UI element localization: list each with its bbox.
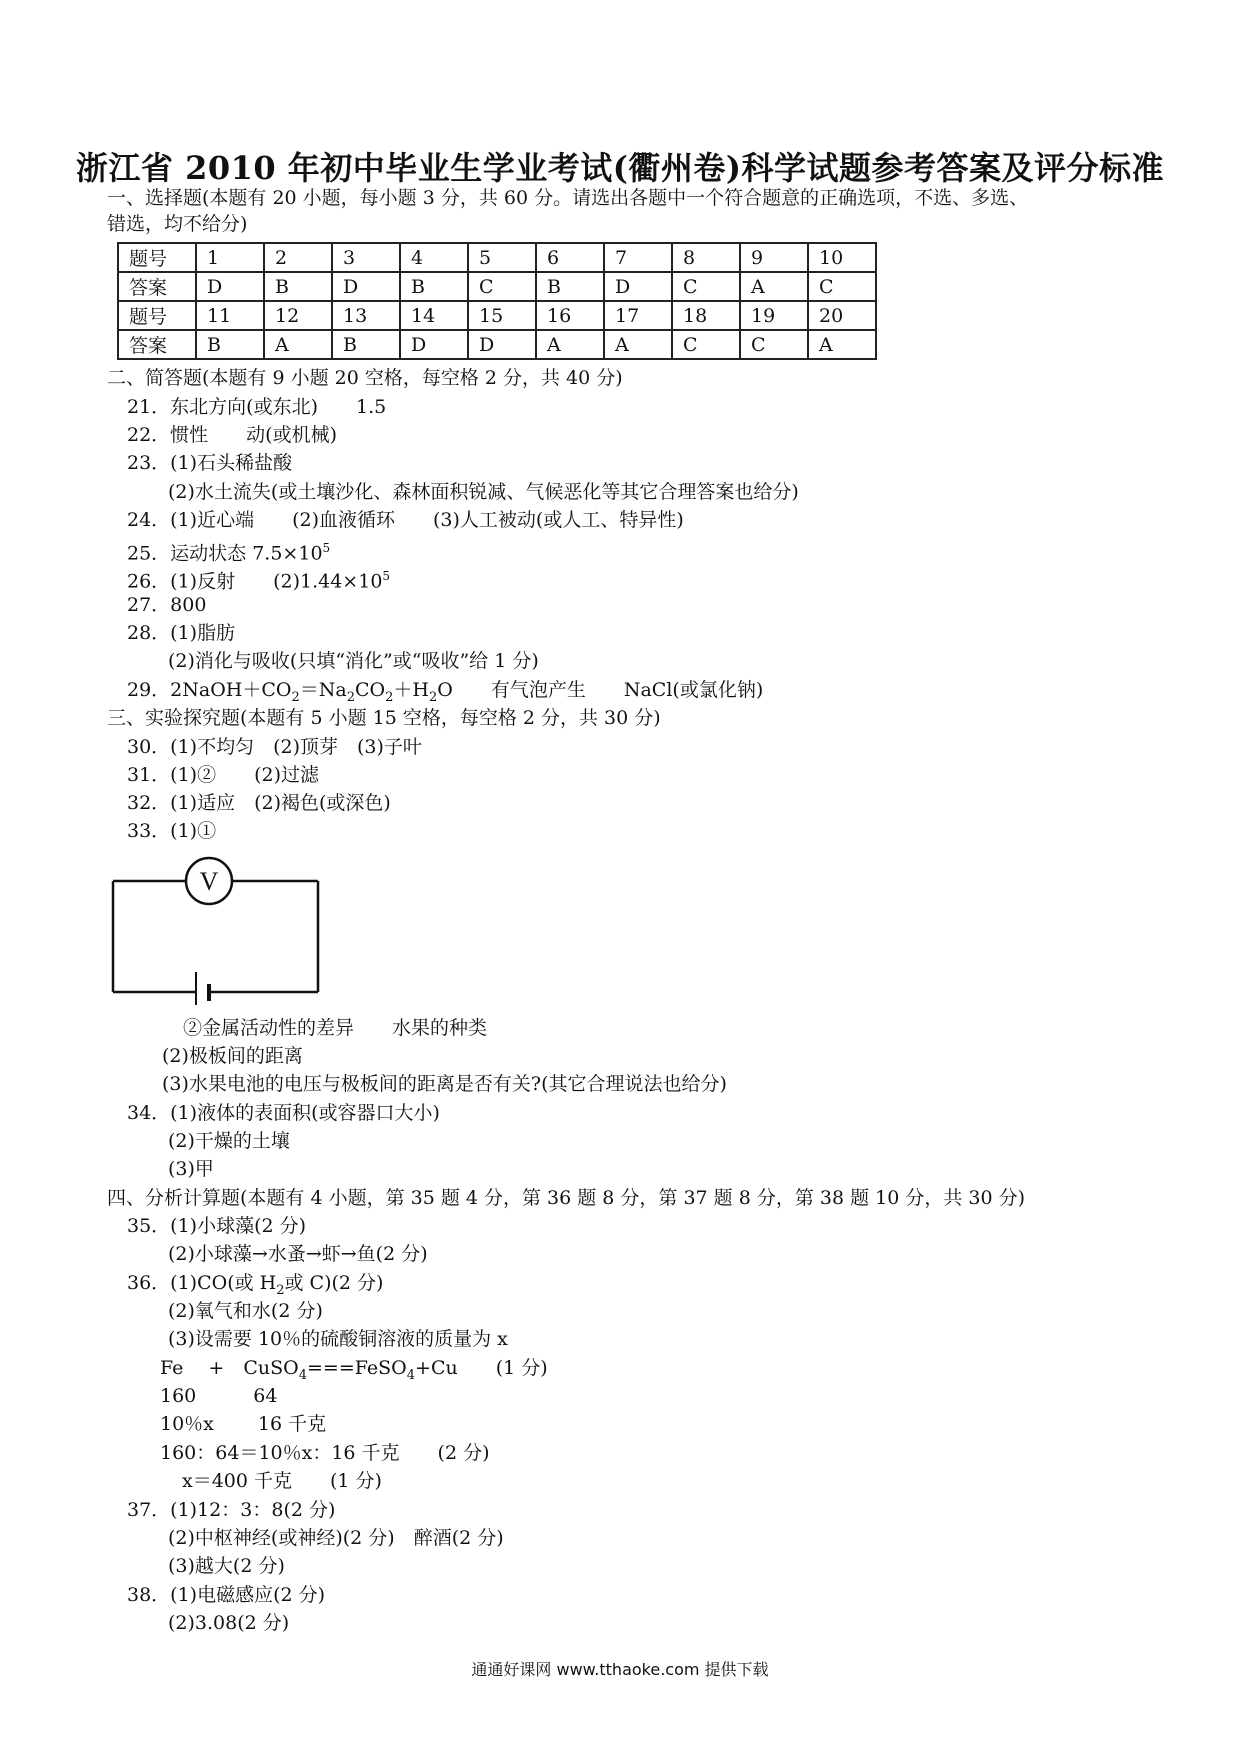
answer-23-part1: 23．(1)石头稀盐酸 — [127, 452, 293, 474]
table-cell: 11 — [196, 301, 264, 330]
table-row — [118, 243, 876, 272]
table-cell: D — [604, 272, 672, 301]
page-title: 浙江省 2010 年初中毕业生学业考试(衢州卷)科学试题参考答案及评分标准 — [75, 149, 1165, 187]
table-cell: 14 — [400, 301, 468, 330]
table-row — [118, 330, 876, 359]
table-cell: A — [808, 330, 876, 359]
calc-line-3: 160：64＝10％x：16 千克 (2 分) — [160, 1442, 490, 1464]
answer-25 — [127, 535, 330, 566]
table-cell: 答案 — [118, 272, 196, 301]
table-cell: 题号 — [118, 301, 196, 330]
answer-23-part2: (2)水土流失(或土壤沙化、森林面积锐减、气候恶化等其它合理答案也给分) — [168, 481, 799, 503]
formula-subscript: 2 — [385, 689, 394, 705]
answer-35-part1: 35．(1)小球藻(2 分) — [127, 1215, 307, 1237]
table-cell: 题号 — [118, 243, 196, 272]
section1-header-line2: 错选，均不给分) — [107, 213, 248, 235]
answer-38-part2: (2)3.08(2 分) — [168, 1612, 290, 1634]
table-cell: 16 — [536, 301, 604, 330]
table-cell: 12 — [264, 301, 332, 330]
table-cell: 3 — [332, 243, 400, 272]
voltmeter-label: V — [199, 867, 219, 896]
table-cell: B — [332, 330, 400, 359]
formula-text: 29．2NaOH＋CO — [127, 679, 292, 701]
table-cell: 4 — [400, 243, 468, 272]
table-row — [118, 272, 876, 301]
answer-table — [117, 242, 877, 360]
table-cell: 7 — [604, 243, 672, 272]
answer-34-part2: (2)干燥的土壤 — [168, 1130, 290, 1152]
answer-21: 21．东北方向(或东北) 1.5 — [127, 396, 387, 418]
section4-header: 四、分析计算题(本题有 4 小题，第 35 题 4 分，第 36 题 8 分，第 37 题 8 分，第 38 题 10 分，共 30 分) — [107, 1187, 1026, 1209]
answer-25-text: 25．运动状态 7.5×10 — [127, 542, 323, 565]
table-cell: A — [740, 272, 808, 301]
table-cell: 8 — [672, 243, 740, 272]
answer-36-part3: (3)设需要 10％的硫酸铜溶液的质量为 x — [168, 1328, 508, 1350]
answer-28-part1: 28．(1)脂肪 — [127, 622, 236, 644]
formula-subscript: 2 — [346, 689, 355, 705]
table-cell: A — [264, 330, 332, 359]
formula-text: O 有气泡产生 NaCl(或氯化钠) — [437, 679, 764, 701]
equation-subscript: 4 — [406, 1367, 416, 1383]
answer-33-part2: ②金属活动性的差异 水果的种类 — [183, 1017, 488, 1039]
answer-33-part4: (3)水果电池的电压与极板间的距离是否有关?(其它合理说法也给分) — [162, 1073, 727, 1095]
answer-37-part3: (3)越大(2 分) — [168, 1555, 285, 1577]
answer-22: 22．惯性 动(或机械) — [127, 424, 338, 446]
section3-header: 三、实验探究题(本题有 5 小题 15 空格，每空格 2 分，共 30 分) — [107, 707, 661, 729]
table-cell: 5 — [468, 243, 536, 272]
table-cell: 6 — [536, 243, 604, 272]
calc-line-2: 10％x 16 千克 — [160, 1413, 327, 1435]
formula-subscript: 2 — [291, 689, 300, 705]
calc-line-1: 160 64 — [160, 1385, 278, 1407]
equation-text: Fe + CuSO — [160, 1357, 299, 1379]
formula-subscript: 2 — [428, 689, 438, 705]
equation-subscript: 4 — [298, 1367, 307, 1383]
equation-text: ===FeSO — [307, 1357, 407, 1379]
table-cell: 18 — [672, 301, 740, 330]
answer-36-text: 或 C)(2 分) — [284, 1272, 384, 1294]
table-cell: B — [400, 272, 468, 301]
answer-35-part2: (2)小球藻→水蚤→虾→鱼(2 分) — [168, 1243, 428, 1265]
answer-34-part1: 34．(1)液体的表面积(或容器口大小) — [127, 1102, 440, 1124]
table-cell: D — [196, 272, 264, 301]
table-cell: B — [264, 272, 332, 301]
formula-text: CO — [355, 679, 386, 701]
answer-36-subscript: 2 — [276, 1282, 285, 1298]
table-cell: 15 — [468, 301, 536, 330]
table-cell: 2 — [264, 243, 332, 272]
table-cell: 20 — [808, 301, 876, 330]
table-cell: D — [400, 330, 468, 359]
table-cell: D — [468, 330, 536, 359]
footer-credit: 通通好课网 www.tthaoke.com 提供下载 — [471, 1660, 769, 1679]
table-cell: A — [604, 330, 672, 359]
answer-36-part2: (2)氧气和水(2 分) — [168, 1300, 323, 1322]
table-cell: B — [196, 330, 264, 359]
section1-header-line1: 一、选择题(本题有 20 小题，每小题 3 分，共 60 分。请选出各题中一个符合题意的正确选项，不选、多选、 — [107, 187, 1029, 209]
circuit-diagram — [108, 855, 328, 1005]
answer-24: 24．(1)近心端 (2)血液循环 (3)人工被动(或人工、特异性) — [127, 509, 684, 531]
table-cell: 答案 — [118, 330, 196, 359]
table-cell: 19 — [740, 301, 808, 330]
table-row — [118, 301, 876, 330]
answer-34-part3: (3)甲 — [168, 1158, 214, 1180]
answer-32: 32．(1)适应 (2)褐色(或深色) — [127, 792, 391, 814]
table-cell: 17 — [604, 301, 672, 330]
table-cell: C — [468, 272, 536, 301]
table-cell: C — [808, 272, 876, 301]
formula-text: ＝Na — [299, 679, 347, 701]
answer-26 — [127, 563, 390, 594]
answer-27: 27．800 — [127, 594, 207, 616]
answer-36-text: 36．(1)CO(或 H — [127, 1272, 277, 1294]
answer-31: 31．(1)② (2)过滤 — [127, 764, 320, 786]
answer-37-part2: (2)中枢神经(或神经)(2 分) 醉酒(2 分) — [168, 1527, 504, 1549]
answer-37-part1: 37．(1)12：3：8(2 分) — [127, 1499, 336, 1521]
table-cell: C — [740, 330, 808, 359]
table-cell: C — [672, 330, 740, 359]
answer-38-part1: 38．(1)电磁感应(2 分) — [127, 1584, 326, 1606]
answer-25-exponent: 5 — [322, 541, 331, 555]
answer-26-text: 26．(1)反射 (2)1.44×10 — [127, 570, 383, 593]
table-cell: 1 — [196, 243, 264, 272]
formula-text: ＋H — [393, 679, 429, 701]
answer-28-part2: (2)消化与吸收(只填“消化”或“吸收”给 1 分) — [168, 650, 539, 672]
table-cell: A — [536, 330, 604, 359]
table-cell: 13 — [332, 301, 400, 330]
answer-30: 30．(1)不均匀 (2)顶芽 (3)子叶 — [127, 736, 422, 758]
table-cell: 10 — [808, 243, 876, 272]
equation-text: +Cu (1 分) — [415, 1357, 548, 1379]
table-cell: 9 — [740, 243, 808, 272]
calc-line-4: x＝400 千克 (1 分) — [182, 1470, 382, 1492]
answer-33-part1: 33．(1)① — [127, 820, 217, 842]
table-cell: D — [332, 272, 400, 301]
table-cell: B — [536, 272, 604, 301]
answer-33-part3: (2)极板间的距离 — [162, 1045, 303, 1067]
answer-26-exponent: 5 — [382, 569, 391, 583]
section2-header: 二、简答题(本题有 9 小题 20 空格，每空格 2 分，共 40 分) — [107, 367, 623, 389]
table-cell: C — [672, 272, 740, 301]
